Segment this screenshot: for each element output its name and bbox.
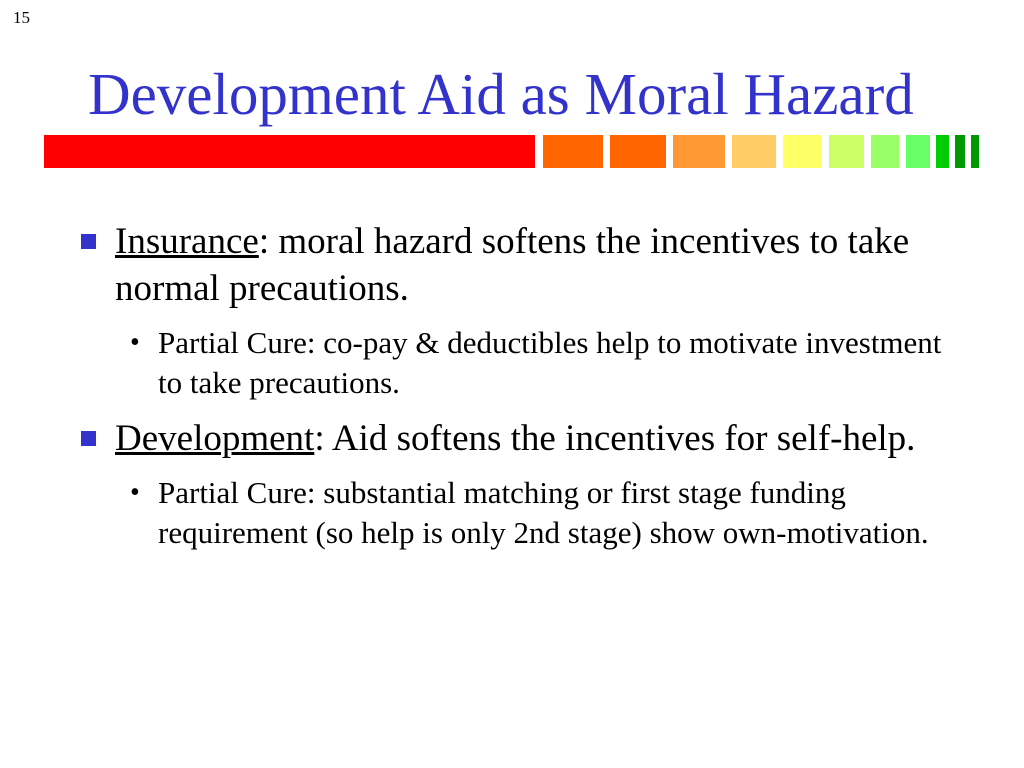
stripe-segment-dark-green-1: [936, 135, 949, 168]
square-bullet-icon: [81, 431, 96, 446]
dot-bullet-icon: •: [130, 327, 140, 358]
stripe-segment-light-green: [871, 135, 899, 168]
slide-body: [80, 218, 960, 553]
stripe-segment-light-orange: [673, 135, 725, 168]
bullet-development: [80, 415, 960, 462]
stripe-segment-orange-2: [610, 135, 666, 168]
stripe-segment-dark-green-3: [971, 135, 979, 168]
sub-bullet-insurance: [122, 323, 960, 403]
stripe-segment-lime: [829, 135, 864, 168]
bullet-term: Development: [115, 418, 315, 459]
slide-title: Development Aid as Moral Hazard: [88, 61, 914, 127]
dot-bullet-icon: •: [130, 477, 140, 508]
bullet-insurance: [80, 218, 960, 312]
stripe-segment-orange-1: [543, 135, 603, 168]
stripe-segment-dark-green-2: [955, 135, 965, 168]
slide-number: 15: [13, 8, 30, 27]
bullet-text: : moral hazard softens the incentives to take normal precautions.: [115, 221, 910, 309]
bullet-term: Insurance: [115, 221, 259, 262]
stripe-segment-green: [906, 135, 930, 168]
square-bullet-icon: [81, 234, 96, 249]
stripe-segment-yellow: [783, 135, 821, 168]
stripe-segment-red: [44, 135, 535, 168]
bullet-text: : Aid softens the incentives for self-help.: [314, 418, 916, 459]
sub-bullet-text: Partial Cure: substantial matching or first stage funding requirement (so help is only 2nd stage) show own-motivation.: [158, 475, 929, 550]
sub-bullet-text: Partial Cure: co-pay & deductibles help to motivate investment to take precautions.: [158, 325, 942, 400]
stripe-segment-peach: [732, 135, 776, 168]
sub-bullet-development: [122, 473, 960, 553]
